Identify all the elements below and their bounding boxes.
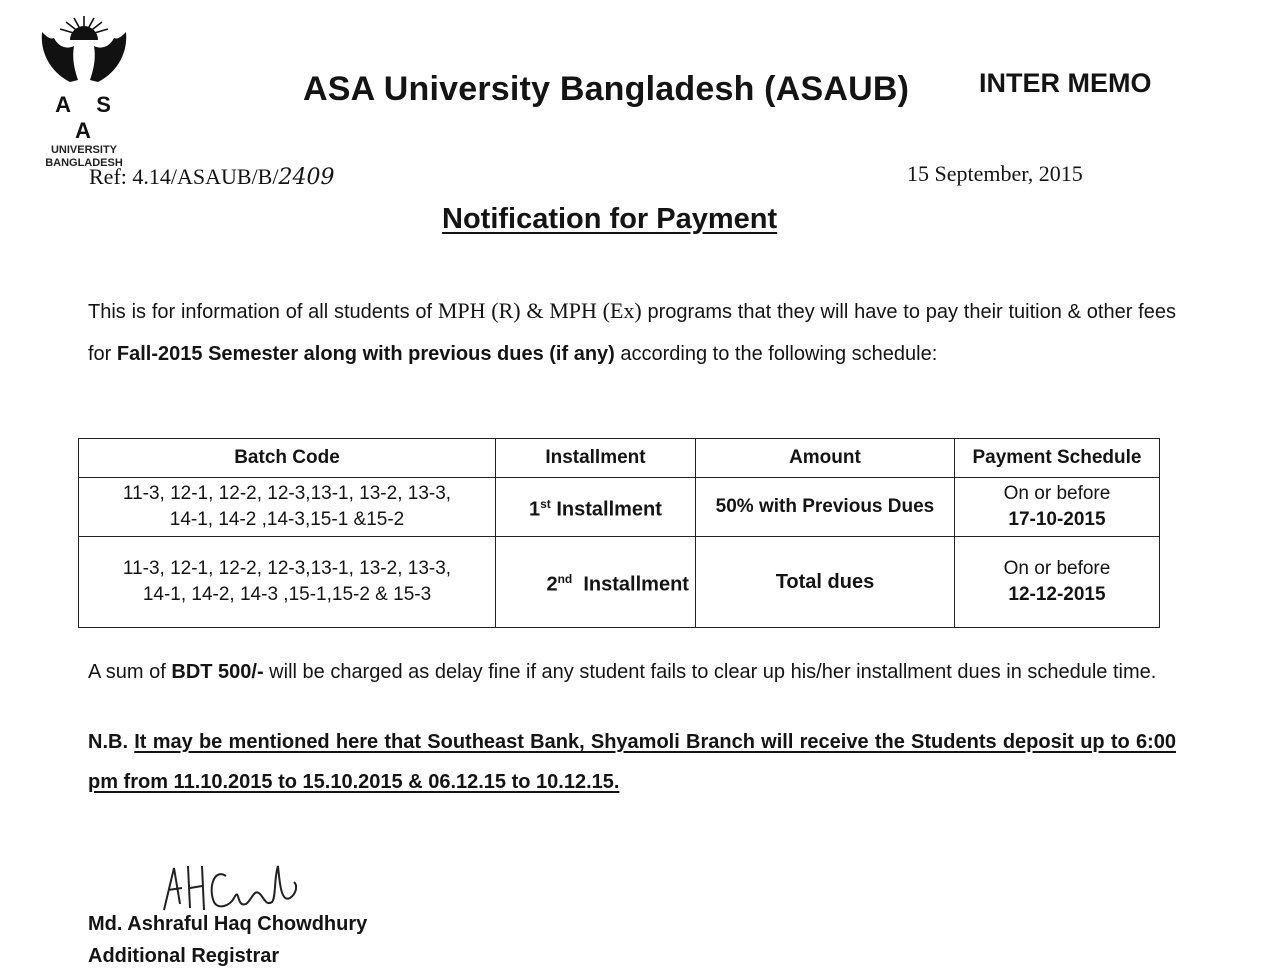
column-header-batch-code: Batch Code — [79, 439, 496, 478]
schedule-label: On or before — [1003, 482, 1111, 504]
batch-code-line: 14-1, 14-2 ,14-3,15-1 &15-2 — [169, 508, 405, 530]
intro-paragraph — [88, 290, 1176, 375]
intro-text-2: programs that they will have to pay their tuition & other fees for — [88, 301, 1176, 365]
memo-label: INTER MEMO — [979, 68, 1152, 98]
batch-code-cell — [79, 536, 496, 627]
payment-schedule-table — [78, 438, 1160, 628]
memo-date: 15 September, 2015 — [907, 161, 1083, 186]
table-row — [79, 536, 1160, 627]
reference-handwritten-number: 2409 — [278, 165, 335, 190]
intro-programs: MPH (R) & MPH (Ex) — [437, 298, 642, 323]
table-row — [79, 478, 1160, 537]
intro-text-1: This is for information of all students of — [88, 301, 438, 323]
logo-letters: A S A — [55, 92, 121, 143]
asa-logo — [34, 10, 134, 169]
batch-code-cell — [79, 478, 496, 537]
schedule-cell — [954, 478, 1159, 537]
fine-amount: BDT 500/- — [171, 661, 264, 683]
amount-cell: 50% with Previous Dues — [695, 478, 954, 537]
university-title: ASA University Bangladesh (ASAUB) — [303, 70, 910, 108]
fine-text-1: A sum of — [88, 661, 172, 683]
logo-subtitle-bangladesh: BANGLADESH — [45, 157, 123, 169]
column-header-amount: Amount — [695, 439, 954, 478]
schedule-cell — [954, 536, 1159, 627]
nb-text: It may be mentioned here that Southeast Bank, Shyamoli Branch will receive the Students deposit up to 6:00 pm from 11.10.2015 to 15.10.2015 & 06.12.15 to 10.12.15. — [88, 731, 1176, 793]
intro-text-3: according to the following schedule: — [614, 343, 938, 365]
schedule-date: 12-12-2015 — [1008, 583, 1106, 605]
amount-cell: Total dues — [695, 536, 954, 627]
column-header-installment: Installment — [496, 439, 696, 478]
installment-cell: 1st Installment — [496, 478, 696, 537]
delay-fine-paragraph — [88, 658, 1176, 686]
signatory-block — [88, 908, 367, 972]
table-header-row — [79, 439, 1160, 478]
signatory-name: Md. Ashraful Haq Chowdhury — [88, 913, 368, 935]
logo-subtitle-university: UNIVERSITY — [50, 144, 117, 156]
batch-code-line: 14-1, 14-2, 14-3 ,15-1,15-2 & 15-3 — [142, 583, 432, 605]
page-title: Notification for Payment — [442, 203, 778, 235]
signatory-title: Additional Registrar — [88, 945, 280, 967]
nb-label: N.B. — [88, 731, 135, 753]
intro-semester-bold: Fall-2015 Semester along with previous dues (if any) — [116, 343, 615, 365]
schedule-label: On or before — [1003, 557, 1111, 579]
fine-text-2: will be charged as delay fine if any student fails to clear up his/her installment dues in schedule time. — [263, 661, 1157, 683]
batch-code-line: 11-3, 12-1, 12-2, 12-3,13-1, 13-2, 13-3, — [122, 557, 452, 579]
batch-code-line: 11-3, 12-1, 12-2, 12-3,13-1, 13-2, 13-3, — [122, 482, 452, 504]
installment-cell: 2nd Installment — [496, 536, 696, 627]
column-header-payment-schedule: Payment Schedule — [954, 439, 1159, 478]
schedule-date: 17-10-2015 — [1008, 508, 1106, 530]
asa-hands-sun-icon — [36, 10, 132, 92]
reference-prefix: Ref: 4.14/ASAUB/B/ — [89, 164, 279, 189]
nota-bene-paragraph — [88, 722, 1176, 802]
reference-number — [89, 164, 334, 190]
